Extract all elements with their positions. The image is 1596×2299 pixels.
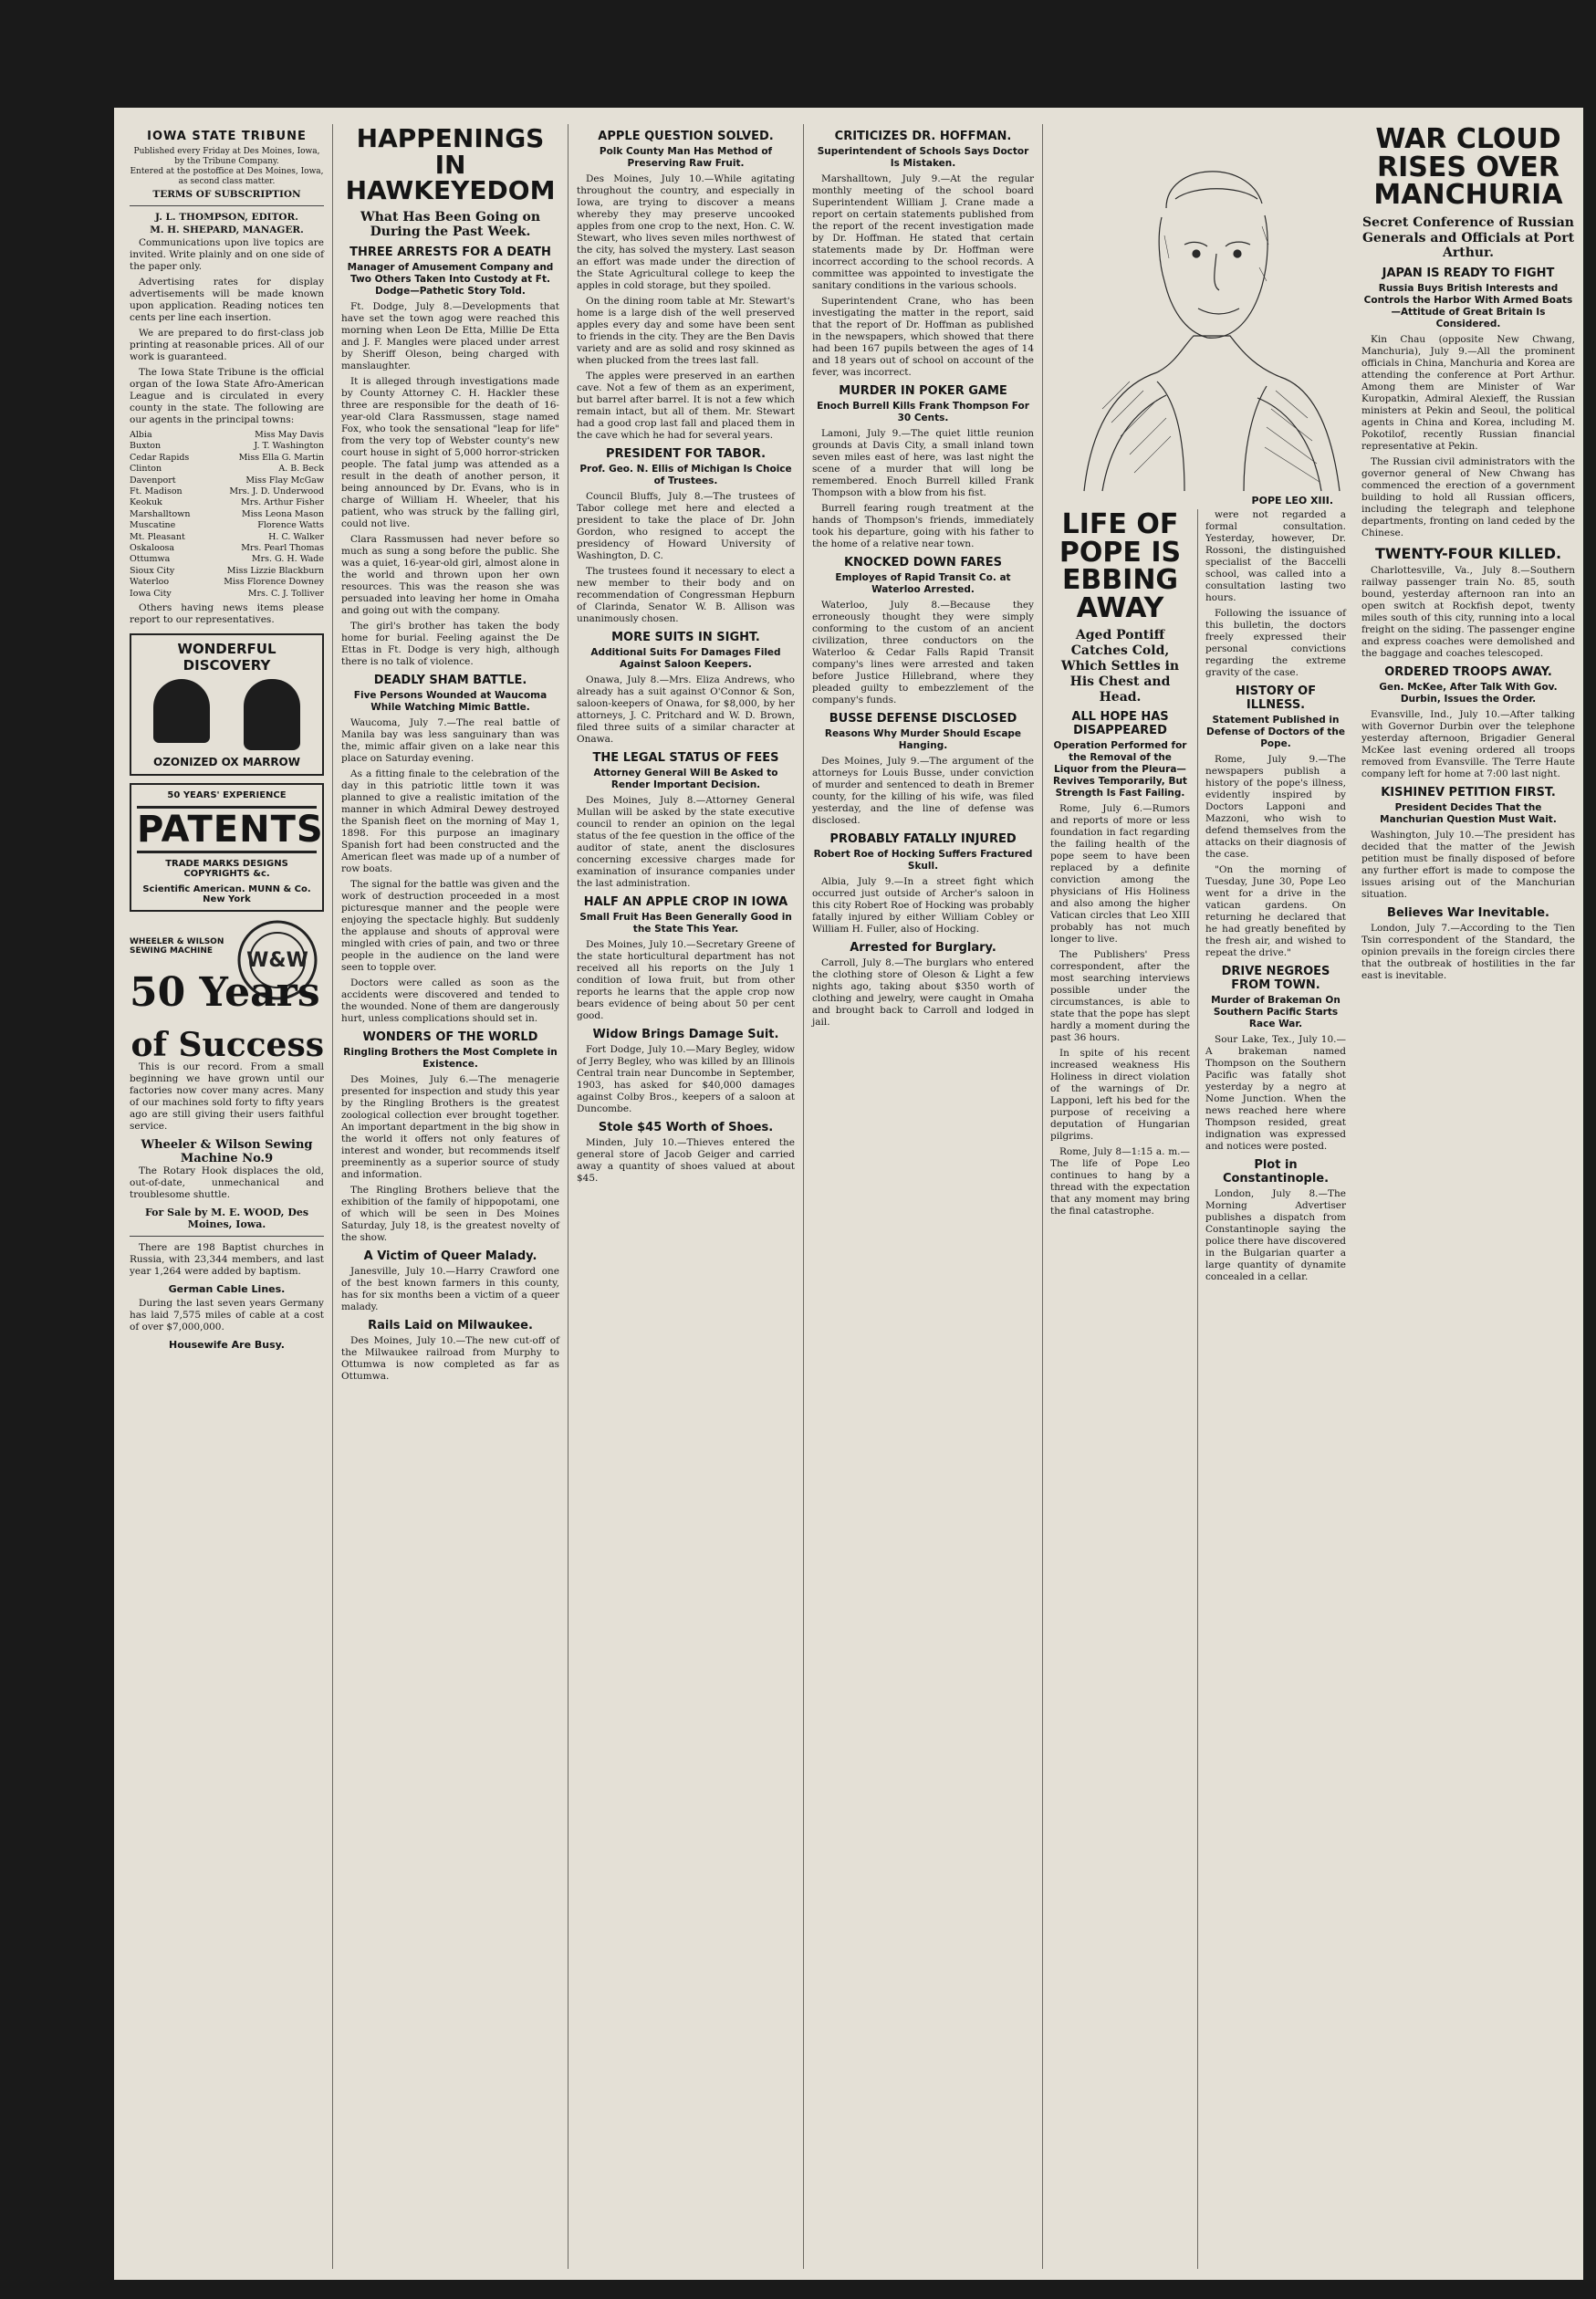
headline: A Victim of Queer Malady. [363, 1249, 537, 1264]
deck: Polk County Man Has Method of Preserving Raw Fruit. [599, 146, 773, 169]
headline: BUSSE DEFENSE DISCLOSED [829, 712, 1017, 726]
agent-row: Buxton J. T. Washington [130, 441, 324, 452]
paragraph: Des Moines, July 9.—The argument of the attorneys for Louis Busse, under conviction of murder and sentenced to death in Bremer county, for the killing of his wife, was filed yesterday, and the line of defense was disclosed. [812, 756, 1034, 826]
ad-patents [130, 783, 324, 912]
agent-row: Ottumwa Mrs. G. H. Wade [130, 554, 324, 565]
headline: DRIVE NEGROES FROM TOWN. [1221, 965, 1330, 992]
agent-row: Waterloo Miss Florence Downey [130, 577, 324, 588]
paragraph: As a fitting finale to the celebration of the day in this patriotic little town it was planned to give a realistic imitation of the manner in which Admiral Dewey destroyed the Spanish fleet on the morning of May 1, 1898. For this purpose an imaginary Spanish fort had been constructed and the American fleet was made up of a number of row boats. [341, 768, 559, 875]
paragraph: Waterloo, July 8.—Because they erroneously thought they were simply conforming to the custom of an ancient civilization, three conductors on the Waterloo & Cedar Falls Rapid Transit company's lines were arrested and taken before Justice Hillebrand, where they pleaded guilty to embezzlement of the company's funds. [812, 600, 1034, 705]
agent-row: Albia Miss May Davis [130, 430, 324, 440]
headline: ORDERED TROOPS AWAY. [1384, 665, 1552, 680]
pope-story [1043, 509, 1353, 2269]
brief: There are 198 Baptist churches in Russia, with 23,344 members, and last year 1,264 were added by baptism. [130, 1242, 324, 1278]
deck: Secret Conference of Russian Generals and Officials at Port Arthur. [1361, 214, 1575, 261]
brief-heading: Housewife Are Busy. [169, 1339, 285, 1352]
paragraph: Minden, July 10.—Thieves entered the general store of Jacob Geiger and carried away a quantity of shoes valued at about $45. [577, 1137, 795, 1184]
paragraph: Doctors were called as soon as the accidents were discovered and tended to the wounded. None of them are dangerously hurt, unless complications should set in. [341, 977, 559, 1025]
deck: Aged Pontiff Catches Cold, Which Settles in His Chest and Head. [1060, 628, 1180, 705]
pope-column-right [1198, 509, 1353, 2269]
headline: DEADLY SHAM BATTLE. [373, 674, 527, 688]
deck: Operation Performed for the Removal of the Liquor from the Pleura—Revives Temporarily, But Strength Is Fast Failing. [1053, 740, 1187, 799]
agent-row: Mt. Pleasant H. C. Walker [130, 531, 324, 542]
paragraph: Des Moines, July 8.—Attorney General Mullan will be asked by the state executive council to render an opinion on the legal status of the fee question in the office of the auditor of state, anent the disclosures concerning excessive charges made for examination of insurance companies under the last administration. [577, 795, 795, 889]
headline: THE LEGAL STATUS OF FEES [592, 751, 779, 765]
column-pope [1043, 108, 1353, 2269]
paragraph: Washington, July 10.—The president has decided that the matter of the Jewish petition must be finally disposed of before any further effort is made to compose the issues arising out of the Manchurian situation. [1361, 830, 1575, 901]
agent-row: Sioux City Miss Lizzie Blackburn [130, 565, 324, 576]
silhouette-illustration [137, 679, 317, 750]
agent-row: Keokuk Mrs. Arthur Fisher [130, 497, 324, 508]
masthead: IOWA STATE TRIBUNE [147, 130, 307, 143]
silhouette-bald-icon [153, 679, 210, 743]
ww-text2: The Rotary Hook displaces the old, out-of-date, unmechanical and troublesome shuttle. [130, 1165, 324, 1201]
headline: Arrested for Burglary. [850, 941, 996, 955]
deck: Manager of Amusement Company and Two Others Taken Into Custody at Ft. Dodge—Pathetic Story Told. [347, 262, 554, 298]
postal-notice: Entered at the postoffice at Des Moines, Iowa, as second class matter. [130, 167, 324, 186]
agent-row: Iowa City Mrs. C. J. Tolliver [130, 588, 324, 599]
pope-illustration-icon [1048, 108, 1349, 500]
agent-row: Davenport Miss Flay McGaw [130, 475, 324, 486]
paragraph: The girl's brother has taken the body home for burial. Feeling against the De Ettas in Ft. Dodge is very high, although there is no talk of violence. [341, 621, 559, 668]
headline: HALF AN APPLE CROP IN IOWA [583, 895, 788, 909]
paragraph: It is alleged through investigations made by County Attorney C. H. Hackler these three are responsible for the death of 16-year-old Clara Rassmussen, stage named Fox, who took the sensational "leap for life" from the very top of Webster county's new court house in sight of 5,000 horror-stricken people. The fatal jump was attended as a result in the death of another person, it being announced by Dr. Evans, who is in charge of William H. Wheeler, that his patient, who was struck by the falling girl, could not live. [341, 376, 559, 530]
deck: Reasons Why Murder Should Escape Hanging. [824, 728, 1022, 751]
headline: HISTORY OF ILLNESS. [1235, 684, 1317, 712]
headline: WONDERS OF THE WORLD [362, 1030, 538, 1045]
deck: Attorney General Will Be Asked to Render Important Decision. [593, 768, 778, 790]
column-masthead [121, 124, 333, 2269]
ad-patents-lines: TRADE MARKS DESIGNS COPYRIGHTS &c. [165, 859, 288, 880]
deck: Additional Suits For Damages Filed Against Saloon Keepers. [590, 647, 781, 670]
paragraph: Clara Rassmussen had never before so much as sung a song before the public. She was a quiet, 16-year-old girl, almost alone in the world and thrown upon her own resources. This was the reason she was persuaded into leaving her home in Omaha and going out with the company. [341, 534, 559, 617]
ad-wheeler-wilson [130, 919, 324, 1029]
paragraph: Communications upon live topics are invited. Write plainly and on one side of the paper only. [130, 237, 324, 272]
brief-heading: German Cable Lines. [168, 1283, 286, 1296]
column-war-cloud [1353, 124, 1583, 2269]
brief: During the last seven years Germany has laid 7,575 miles of cable at a cost of over $7,000,000. [130, 1298, 324, 1333]
agent-row: Oskaloosa Mrs. Pearl Thomas [130, 543, 324, 554]
paragraph: Des Moines, July 10.—The new cut-off of the Milwaukee railroad from Murphy to Ottumwa is now completed as far as Ottumwa. [341, 1335, 559, 1383]
agent-row: Cedar Rapids Miss Ella G. Martin [130, 452, 324, 463]
paragraph: Kin Chau (opposite New Chwang, Manchuria), July 9.—All the prominent officials in China, Manchuria and Korea are attending the conference at Port Arthur. Among them are Minister of War Kuropatkin, Admiral Alexieff, the Russian ministers at Pekin and Seoul, the political agents in China and Korea, including M. Pokotilof, recently Russian financial representative at Pekin. [1361, 334, 1575, 453]
masthead-subtitle: Published every Friday at Des Moines, Iowa, by the Tribune Company. [133, 147, 320, 166]
manager-line: M. H. SHEPARD, MANAGER. [150, 225, 304, 235]
agent-row: Marshalltown Miss Leona Mason [130, 508, 324, 519]
paragraph: Des Moines, July 10.—Secretary Greene of the state horticultural department has not received all his reports on the July 1 condition of Iowa fruit, but from other reports he learns that the apple crop now bears evidence of being about 50 per cent good. [577, 939, 795, 1021]
paragraph: Following the issuance of this bulletin, the doctors freely expressed their personal convictions regarding the extreme gravity of the case. [1205, 608, 1346, 678]
paragraph: Sour Lake, Tex., July 10.—A brakeman named Thompson on the Southern Pacific was fatally shot yesterday by a negro at Nome Junction. When the news reached here where Thompson resided, great indignation was expressed and notices were posted. [1205, 1034, 1346, 1152]
terms-heading: TERMS OF SUBSCRIPTION [152, 189, 301, 200]
paragraph: Rome, July 9.—The newspapers publish a history of the pope's illness, evidently inspired by Doctors Lapponi and Mazzoni, who wish to defend themselves from the attacks on their diagnosis of the case. [1205, 754, 1346, 860]
paragraph: The trustees found it necessary to elect a new member to their body and on recommendation of Congressman Hepburn of Clarinda, Senator W. B. Allison was unanimously chosen. [577, 566, 795, 624]
paragraph: Ft. Dodge, July 8.—Developments that have set the town agog were reached this morning when Leon De Etta, Millie De Etta and J. F. Mangles were placed under arrest by Sheriff Oleson, being charged with manslaughter. [341, 301, 559, 372]
ww-brand: WHEELER & WILSON SEWING MACHINE [130, 937, 224, 956]
editor-line: J. L. THOMPSON, EDITOR. [155, 212, 298, 223]
headline-hawkeyedom: HAPPENINGS IN HAWKEYEDOM [345, 124, 556, 206]
headline-pope: LIFE OF POPE IS EBBING AWAY [1059, 509, 1182, 624]
deck: Employes of Rapid Transit Co. at Waterloo Arrested. [835, 572, 1011, 595]
deck: Small Fruit Has Been Generally Good in the State This Year. [579, 912, 792, 935]
paragraph: were not regarded a formal consultation. Yesterday, however, Dr. Rossoni, the distinguished specialist of the Baccelli school, was called into a consultation lasting two hours. [1205, 509, 1346, 603]
paragraph: Waucoma, July 7.—The real battle of Manila bay was less sanguinary than was the, mimic affair given on a lake near this place on Saturday evening. [341, 717, 559, 765]
paragraph: On the dining room table at Mr. Stewart's home is a large dish of the well preserved apples every day and some have been sent to friends in the city. They are the Ben Davis variety and are as solid and rosy skinned as when plucked from the trees last fall. [577, 296, 795, 366]
silhouette-haired-icon [244, 679, 300, 750]
ad-title: WONDERFUL DISCOVERY [177, 641, 276, 674]
paragraph: Advertising rates for display advertisements will be made known upon application. Reading notices ten cents per line each insertion. [130, 277, 324, 323]
portrait-caption: POPE LEO XIII. [1251, 495, 1333, 507]
pope-column-left [1043, 509, 1198, 2269]
headline: Plot in Constantinople. [1222, 1158, 1330, 1186]
headline: TWENTY-FOUR KILLED. [1374, 545, 1562, 563]
deck: Ringling Brothers the Most Complete in Existence. [343, 1047, 558, 1071]
headline: Believes War Inevitable. [1387, 906, 1549, 921]
headline: Stole $45 Worth of Shoes. [598, 1121, 774, 1134]
subheadline: ALL HOPE HAS DISAPPEARED [1071, 710, 1169, 738]
ad-patents-footer: Scientific American. MUNN & Co. New York [142, 884, 311, 905]
column-criticizes [804, 124, 1043, 2269]
ad-wonderful-discovery [130, 633, 324, 776]
ww-success: of Success [130, 1026, 324, 1065]
ww-text: This is our record. From a small beginning we have grown until our factories now cover many acres. Many of our machines sold forty to fifty years ago are still giving their users faithful service. [130, 1061, 324, 1133]
paragraph: London, July 7.—According to the Tien Tsin correspondent of the Standard, the opinion prevails in the foreign circles there that the outbreak of hostilities in the far east is inevitable. [1361, 923, 1575, 982]
svg-text:W&W: W&W [246, 949, 308, 973]
paragraph: Lamoni, July 9.—The quiet little reunion grounds at Davis City, a small inland town seven miles east of here, was last night the scene of a murder that will long be remembered. Enoch Burrell killed Frank Thompson with a blow from his fist. [812, 428, 1034, 498]
deck: Russia Buys British Interests and Controls the Harbor With Armed Boats—Attitude of Great Britain Is Considered. [1363, 283, 1573, 330]
paragraph: Rome, July 8—1:15 a. m.—The life of Pope Leo continues to hang by a thread with the expectation that any moment may bring the final catastrophe. [1050, 1146, 1190, 1217]
agent-row: Clinton A. B. Beck [130, 464, 324, 475]
paragraph: The Publishers' Press correspondent, after the most searching interviews possible under the circumstances, is able to state that the pope has slept hardly a moment during the past 36 hours. [1050, 949, 1190, 1044]
paragraph: Evansville, Ind., July 10.—After talking with Governor Durbin over the telephone yesterday afternoon, Brigadier General McKee last evening ordered all troops removed from Evansville. The Terre Haute company left for home at 7:00 last night. [1361, 709, 1575, 780]
paragraph: Marshalltown, July 9.—At the regular monthly meeting of the school board Superintendent William J. Crane made a report on certain statements published from the report of the recent investigation made by Dr. Hoffman. He stated that certain statements made by Dr. Hoffman were incorrect according to the school records. A committee was appointed to investigate the sanitary conditions in the various schools. [812, 173, 1034, 291]
paragraph: London, July 8.—The Morning Advertiser publishes a dispatch from Constantinople saying the police there have discovered in the Bulgarian quarter a large quantity of dynamite concealed in a cellar. [1205, 1188, 1346, 1282]
paragraph: The apples were preserved in an earthen cave. Not a few of them as an experiment, but barrel after barrel. It is not a few which remain intact, but all of them. Mr. Stewart had a good crop last fall and placed them in the cave which he had for several years. [577, 371, 795, 441]
deck: Murder of Brakeman On Southern Pacific Starts Race War. [1211, 995, 1340, 1029]
headline: Widow Brings Damage Suit. [592, 1028, 779, 1041]
paragraph: Rome, July 6.—Rumors and reports of more or less foundation in fact regarding the failing health of the pope seem to have been replaced by a definite conviction among the physicians of His Holiness and also among the higher Vatican circles that Leo XIII probably has not much longer to live. [1050, 803, 1190, 946]
paragraph: Charlottesville, Va., July 8.—Southern railway passenger train No. 85, south bound, yesterday afternoon ran into an open switch at Rockfish depot, twenty miles south of this city, running into a local freight on the siding. The passenger engine and express coaches were demolished and the baggage and coaches telescoped. [1361, 565, 1575, 660]
deck: Gen. McKee, After Talk With Gov. Durbin, Issues the Order. [1379, 682, 1558, 705]
deck: Enoch Burrell Kills Frank Thompson For 30 Cents. [817, 401, 1029, 423]
paragraph: Des Moines, July 10.—While agitating throughout the country, and especially in Iowa, are trying to discover a means whereby they may preserve uncooked apples from one crop to the next, Hon. C. W. Stewart, who lives seven miles northwest of the city, has solved the mystery. Last season an effort was made under the direction of the State Agricultural college to keep the apples in cold storage, but they spoiled. [577, 173, 795, 291]
deck: What Has Been Going on During the Past Week. [360, 209, 541, 240]
agents-list [130, 430, 324, 600]
headline: APPLE QUESTION SOLVED. [598, 130, 774, 143]
agent-row: Muscatine Florence Watts [130, 520, 324, 531]
agent-row: Ft. Madison Mrs. J. D. Underwood [130, 486, 324, 497]
ww-product-name: Wheeler & Wilson Sewing Machine No.9 [141, 1138, 313, 1166]
ww-agent: For Sale by M. E. WOOD, Des Moines, Iowa. [144, 1207, 309, 1231]
paragraph: The Ringling Brothers believe that the exhibition of the family of hippopotami, one of which will be seen in Des Moines Saturday, July 18, is the greatest novelty of the show. [341, 1185, 559, 1244]
paragraph: Council Bluffs, July 8.—The trustees of Tabor college met here and elected a president to take the place of Dr. John Gordon, who resigned to accept the presidency of Howard University of Washington, D. C. [577, 491, 795, 561]
paragraph: In spite of his recent increased weakness His Holiness in direct violation of the warnings of Dr. Lapponi, left his bed for the purpose of receiving a deputation of Hungarian pilgrims. [1050, 1048, 1190, 1143]
paragraph: Superintendent Crane, who has been investigating the matter in the report, said that the report of Dr. Hoffman as published in the newspapers, which showed that there had been 167 pupils between the ages of 14 and 18 years out of school on account of the fever, was incorrect. [812, 296, 1034, 378]
headline: PRESIDENT FOR TABOR. [605, 447, 767, 461]
subheadline: THREE ARRESTS FOR A DEATH [349, 246, 551, 260]
paragraph: Fort Dodge, July 10.—Mary Begley, widow of Jerry Begley, who was killed by an Illinois Central train near Duncombe in September, 1903, has asked for $40,000 damages against Colby Bros., keepers of a saloon at Duncombe. [577, 1044, 795, 1114]
agents-note: Others having news items please report to our representatives. [130, 602, 324, 626]
headline: MURDER IN POKER GAME [839, 384, 1007, 398]
headline: Rails Laid on Milwaukee. [368, 1319, 533, 1333]
deck: Prof. Geo. N. Ellis of Michigan Is Choice of Trustees. [579, 464, 792, 486]
deck: Five Persons Wounded at Waucoma While Watching Mimic Battle. [353, 690, 548, 714]
paragraph: Albia, July 9.—In a street fight which occurred just outside of Archer's saloon in this city Robert Roe of Hocking was probably fatally injured by either William Cobley or William H. Fuller, also of Hocking. [812, 876, 1034, 935]
deck: Superintendent of Schools Says Doctor Is Mistaken. [817, 146, 1029, 169]
paragraph: Carroll, July 8.—The burglars who entered the clothing store of Oleson & Light a few nights ago, taking about $350 worth of clothing and jewelry, were caught in Omaha and brought back to Carroll and lodged in jail. [812, 957, 1034, 1028]
paragraph: The Iowa State Tribune is the official organ of the Iowa State Afro-American League and is circulated in every county in the state. The following are our agents in the principal towns: [130, 367, 324, 425]
deck: President Decides That the Manchurian Question Must Wait. [1380, 802, 1557, 826]
paragraph: Janesville, July 10.—Harry Crawford one of the best known farmers in this county, has for six months been a victim of a queer malady. [341, 1266, 559, 1313]
ww-years: 50 Years [130, 969, 320, 1017]
paragraph: Burrell fearing rough treatment at the hands of Thompson's friends, immediately took his departure, going with his father to the home of a relative near town. [812, 503, 1034, 549]
ad-product: OZONIZED OX MARROW [153, 756, 300, 769]
ad-patents-title: PATENTS [137, 806, 317, 853]
deck: Statement Published in Defense of Doctors of the Pope. [1206, 715, 1345, 749]
ad-experience: 50 YEARS' EXPERIENCE [167, 790, 287, 801]
paragraph: The signal for the battle was given and the work of destruction proceeded in a most picturesque manner and the people were enjoying the spectacle highly. But suddenly the applause and shouts of approval were mingled with cries of pain, and two or three people in the audience on the land were seen to topple over. [341, 879, 559, 974]
headline: CRITICIZES DR. HOFFMAN. [834, 130, 1012, 143]
paragraph: Onawa, July 8.—Mrs. Eliza Andrews, who already has a suit against O'Connor & Son, saloon-keepers of Onawa, for $8,000, by her attorneys, J. C. Pritchard and W. D. Brown, filed three suits of a similar character at Onawa. [577, 674, 795, 745]
pope-portrait [1048, 108, 1349, 500]
column-hawkeyedom [333, 124, 569, 2269]
paragraph: The Russian civil administrators with the governor general of New Chwang has commenced the erection of a government building to hold all Russian officers, including the telegraph and telephone departments, fronting on land ceded by the Chinese. [1361, 456, 1575, 539]
headline: KISHINEV PETITION FIRST. [1381, 786, 1556, 800]
headline: KNOCKED DOWN FARES [843, 556, 1003, 570]
subheadline: JAPAN IS READY TO FIGHT [1382, 266, 1555, 281]
headline: PROBABLY FATALLY INJURED [829, 832, 1017, 846]
deck: Robert Roe of Hocking Suffers Fractured Skull. [813, 849, 1033, 872]
paragraph: Des Moines, July 6.—The menagerie presented for inspection and study this year by the Ringling Brothers is the greatest zoological collection ever brought together. An important department in the big show in the world it offers not only features of interest and wonder, but recommends itself preeminently as a superior source of study and information. [341, 1074, 559, 1181]
column-apple-question [569, 124, 804, 2269]
headline-war-cloud: WAR CLOUD RISES OVER MANCHURIA [1373, 124, 1563, 212]
paragraph: We are prepared to do first-class job printing at reasonable prices. All of our work is guaranteed. [130, 328, 324, 362]
newspaper-page [114, 108, 1583, 2280]
paragraph: "On the morning of Tuesday, June 30, Pope Leo went for a drive in the vatican gardens. On returning he declared that he had greatly benefited by the fresh air, and wished to repeat the drive." [1205, 864, 1346, 958]
headline: MORE SUITS IN SIGHT. [611, 631, 760, 644]
